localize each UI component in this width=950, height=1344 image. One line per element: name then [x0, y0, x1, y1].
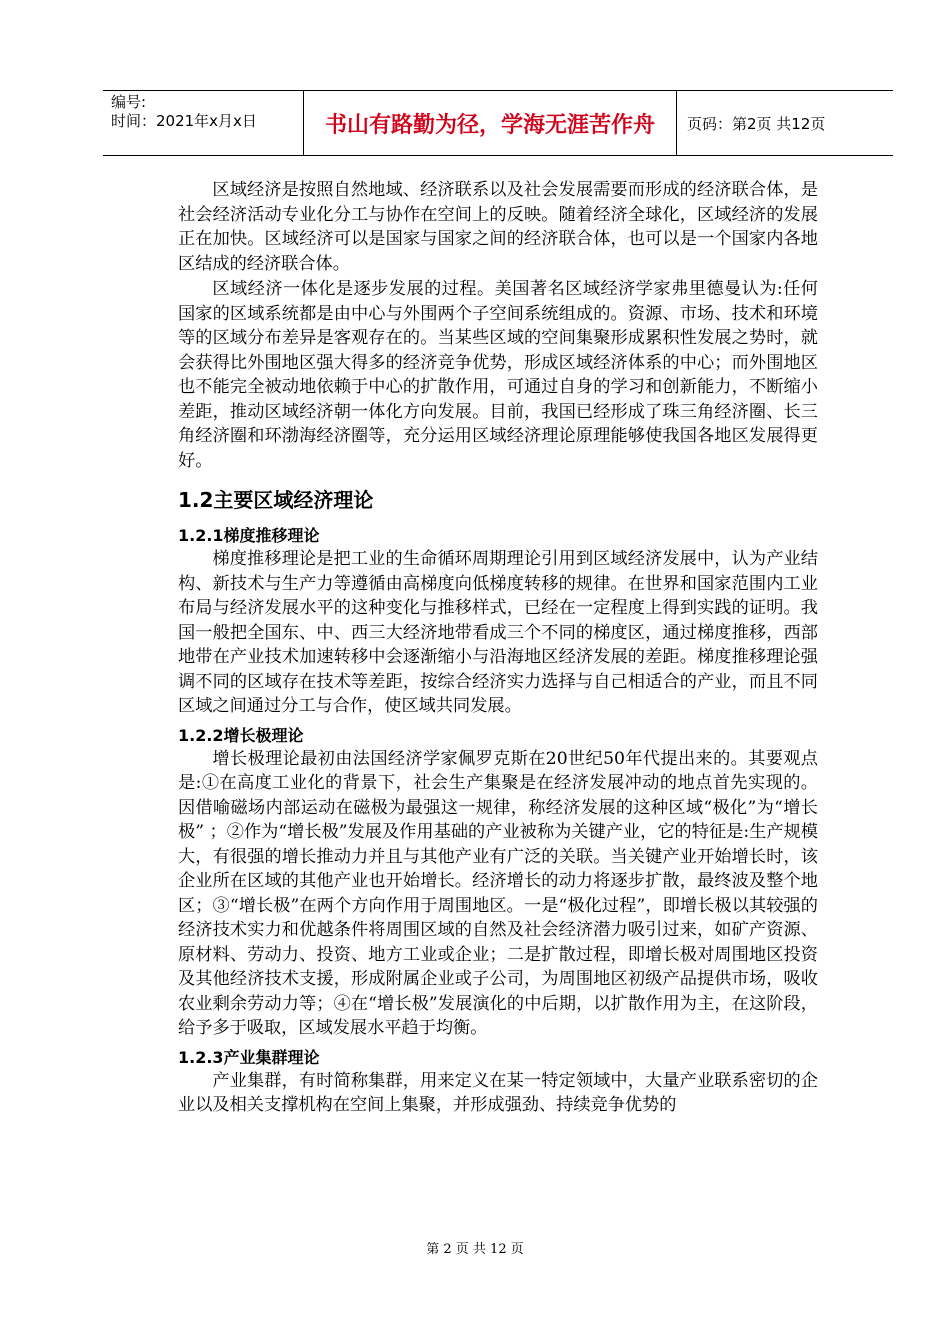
paragraph-gradient-theory: 梯度推移理论是把工业的生命循环周期理论引用到区域经济发展中，认为产业结构、新技术与生产力等遵循由高梯度向低梯度转移的规律。在世界和国家范围内工业布局与经济发展水平的这种变化与推移样式，已经在一定程度上得到实践的证明。我国一般把全国东、中、西三大经济地带看成三个不同的梯度区，通过梯度推移，西部地带在产业技术加速转移中会逐渐缩小与沿海地区经济发展的差距。梯度推移理论强调不同的区域存在技术等差距，按综合经济实力选择与自己相适合的产业，而且不同区域之间通过分工与合作，使区域共同发展。 — [178, 549, 818, 716]
subsection-heading-1-2-2: 1.2.2增长极理论 — [178, 725, 304, 745]
paragraph-integration: 区域经济一体化是逐步发展的过程。美国著名区域经济学家弗里德曼认为:任何国家的区域系统都是由中心与外围两个子空间系统组成的。资源、市场、技术和环境等的区域分布差异是客观存在的。当某些区域的空间集聚形成累积性发展之势时，就会获得比外围地区强大得多的经济竞争优势，形成区域经济体系的中心；而外围地区也不能完全被动地依赖于中心的扩散作用，可通过自身的学习和创新能力，不断缩小差距，推动区域经济朝一体化方向发展。目前，我国已经形成了珠三角经济圈、长三角经济圈和环渤海经济圈等，充分运用区域经济理论原理能够使我国各地区发展得更好。 — [178, 279, 818, 471]
page-footer: 第 2 页 共 12 页 — [426, 1242, 524, 1257]
header-page-info: 页码：第2页 共12页 — [687, 114, 826, 133]
document-body — [178, 178, 818, 1118]
subsection-heading-1-2-1: 1.2.1梯度推移理论 — [178, 526, 320, 545]
document-date-label: 时间：2021年x月x日 — [111, 112, 257, 130]
subsection-heading-1-2-3: 1.2.3产业集群理论 — [178, 1047, 320, 1067]
header-meta — [103, 91, 303, 155]
section-heading-1-2: 1.2主要区域经济理论 — [178, 488, 374, 512]
paragraph-growth-pole-theory: 增长极理论最初由法国经济学家佩罗克斯在20世纪50年代提出来的。其要观点是:①在高度工业化的背景下，社会生产集聚是在经济发展冲动的地点首先实现的。因借喻磁场内部运动在磁极为最强这一规律，称经济发展的这种区域“极化”为“增长极” ；②作为“增长极”发展及作用基础的产业被称为关键产业，它的特征是:生产规模大，有很强的增长推动力并且与其他产业有广泛的关联。当关键产业开始增长时，该企业所在区域的其他产业也开始增长。经济增长的动力将逐步扩散，最终波及整个地区；③“增长极”在两个方向作用于周围地区。一是“极化过程”，即增长极以其较强的经济技术实力和优越条件将周围区域的自然及社会经济潜力吸引过来，如矿产资源、原材料、劳动力、投资、地方工业或企业；二是扩散过程，即增长极对周围地区投资及其他经济技术支援，形成附属企业或子公司，为周围地区初级产品提供市场，吸收农业剩余劳动力等；④在“增长极”发展演化的中后期，以扩散作用为主，在这阶段，给予多于吸取，区域发展水平趋于均衡。 — [178, 748, 818, 1038]
document-number-label: 编号: — [111, 93, 147, 111]
header-motto: 书山有路勤为径，学海无涯苦作舟 — [303, 91, 677, 155]
page-header — [103, 90, 893, 156]
paragraph-regional-economy: 区域经济是按照自然地域、经济联系以及社会发展需要而形成的经济联合体，是社会经济活动专业化分工与协作在空间上的反映。随着经济全球化，区域经济的发展正在加快。区域经济可以是国家与国家之间的经济联合体，也可以是一个国家内各地区结成的经济联合体。 — [178, 180, 818, 274]
paragraph-industry-cluster-theory: 产业集群，有时简称集群，用来定义在某一特定领域中，大量产业联系密切的企业以及相关支撑机构在空间上集聚，并形成强劲、持续竞争优势的 — [178, 1070, 818, 1115]
